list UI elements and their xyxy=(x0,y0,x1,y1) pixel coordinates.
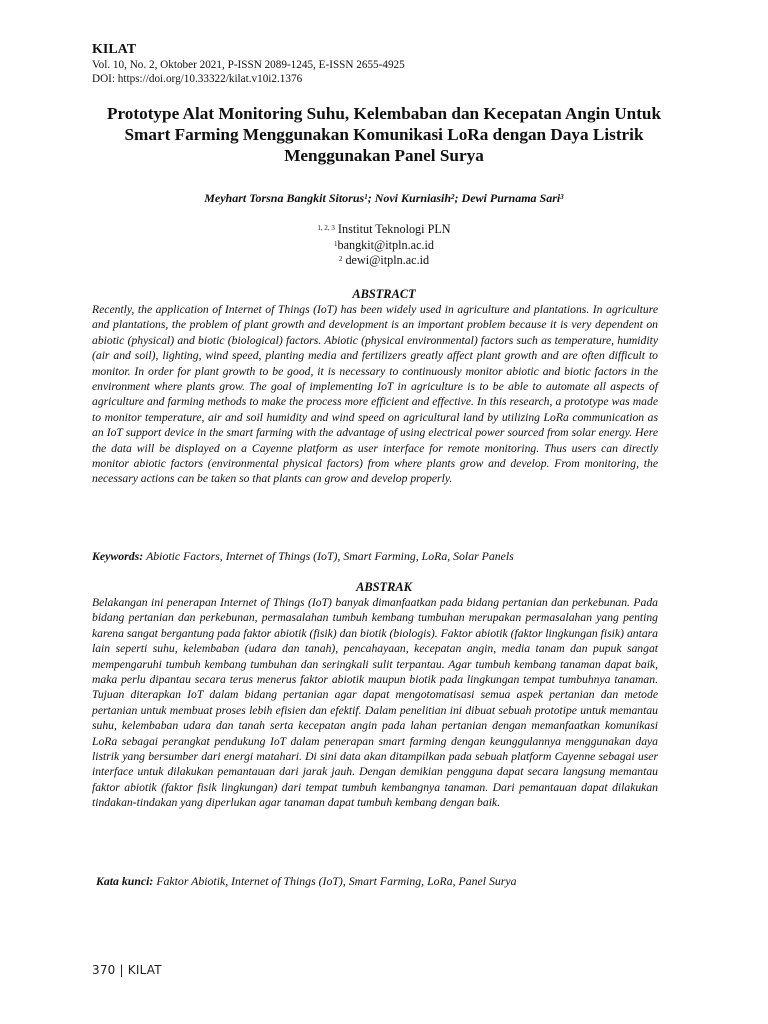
author-name: Novi Kurniasih xyxy=(374,191,452,205)
page-footer xyxy=(92,963,162,978)
journal-name: KILAT xyxy=(92,42,137,57)
affiliation-mark: 2 xyxy=(338,255,343,263)
affiliation-mark: 1, 2, 3 xyxy=(317,224,335,232)
affiliation-mark: 1 xyxy=(333,239,338,248)
affiliation-line xyxy=(92,238,676,254)
author-email: bangkit@itpln.ac.id xyxy=(337,237,435,252)
paper-title: Prototype Alat Monitoring Suhu, Kelembaban dan Kecepatan Angin Untuk Smart Farming Menggunakan Komunikasi LoRa dengan Daya Listrik Menggunakan Panel Surya xyxy=(106,104,662,165)
keywords-text: Abiotic Factors, Internet of Things (IoT), Smart Farming, LoRa, Solar Panels xyxy=(146,549,514,563)
kata-kunci-line xyxy=(96,874,517,889)
author-affiliation-mark: 3 xyxy=(560,193,564,201)
keywords-line xyxy=(92,549,514,564)
author-list xyxy=(92,190,676,206)
journal-doi-line: DOI: https://doi.org/10.33322/kilat.v10i2.1376 xyxy=(92,73,303,85)
author-separator: ; xyxy=(454,191,462,205)
author-affiliation-mark: 1 xyxy=(364,193,368,201)
page-number: 370 xyxy=(92,963,116,977)
author-email: dewi@itpln.ac.id xyxy=(345,253,430,267)
abstract-heading: ABSTRACT xyxy=(352,287,416,301)
affiliations xyxy=(92,222,676,269)
affiliation-line xyxy=(92,253,676,269)
kata-kunci-label: Kata kunci: xyxy=(96,874,154,888)
kata-kunci-text: Faktor Abiotik, Internet of Things (IoT), Smart Farming, LoRa, Panel Surya xyxy=(156,874,517,888)
author-separator: ; xyxy=(367,191,375,205)
footer-separator: | xyxy=(119,963,124,977)
author-name: Meyhart Torsna Bangkit Sitorus xyxy=(204,191,365,205)
author-affiliation-mark: 2 xyxy=(451,193,455,201)
footer-journal-name: KILAT xyxy=(127,963,162,977)
abstrak-text: Belakangan ini penerapan Internet of Things (IoT) banyak dimanfaatkan pada bidang pertanian dan perkebunan. Pada bidang pertanian dan perkebunan, permasalahan tumbuh kembang tumbuhan merupakan permasalahan yang penting karena sangat bergantung pada faktor abiotik (fisik) dan biotik (biologis). Faktor abiotik (faktor lingkungan fisik) antara lain seperti suhu, kelembaban (udara dan tanah), pencahayaan, kecepatan angin, media tanam dan pupuk sangat mempengaruhi tumbuh kembang tumbuhan dan seringkali sulit terpantau. Agar tumbuh kembang tanaman dapat baik, maka perlu dipantau secara terus menerus faktor abiotik maupun biotik pada lingkungan tempat tumbuhnya tanaman. Tujuan diterapkan IoT dalam bidang pertanian agar dapat mengotomatisasi semua aspek pertanian dan metode pertanian untuk membuat proses lebih efisien dan efektif. Dalam penelitian ini dibuat sebuah prototipe untuk memantau suhu, kelembaban udara dan tanah serta kecepatan angin pada lahan pertanian dengan memanfaatkan komunikasi LoRa sebagai perangkat pendukung IoT dalam penerapan smart farming dengan keunggulannya menggunakan daya listrik yang bersumber dari energi matahari. Di sini data akan ditampilkan pada sebuah platform Cayenne sebagai user interface untuk dilakukan pemantauan dari jarak jauh. Dengan demikian pengguna dapat secara langsung memantau faktor abiotik (faktor fisik lingkungan) dari tempat tumbuh kembangnya tanaman. Dari pemantauan dapat dilakukan tindakan-tindakan yang diperlukan agar tanaman dapat tumbuh kembang dengan baik. xyxy=(92,596,658,810)
abstract-text: Recently, the application of Internet of Things (IoT) has been widely used in agriculture and plantations. In agriculture and plantations, the problem of plant growth and development is an important problem because it is very dependent on abiotic (physical) and biotic (biological) factors. Abiotic (physical environmental) factors such as temperature, humidity (air and soil), lighting, wind speed, planting media and fertilizers greatly affect plant growth and are often difficult to monitor. In order for plant growth to be good, it is necessary to continuously monitor abiotic and biotic factors in the environment where plants grow. The goal of implementing IoT in agriculture is to be able to automate all aspects of agriculture and farming methods to make the process more efficient and effective. In this research, a prototype was made to monitor temperature, air and soil humidity and wind speed on agricultural land by utilizing LoRa communication as an IoT support device in the smart farming with the advantage of using electrical power sourced from solar energy. Here the data will be displayed on a Cayenne platform as user interface for remote monitoring. Thus users can directly monitor abiotic factors (environmental physical factors) from where plants grow and develop. From monitoring, the necessary actions can be taken so that plants can grow and develop properly. xyxy=(92,303,658,486)
keywords-label: Keywords: xyxy=(92,549,144,563)
abstrak-heading: ABSTRAK xyxy=(356,580,412,594)
author-name: Dewi Purnama Sari xyxy=(461,191,561,205)
affiliation-line xyxy=(92,222,676,238)
affiliation-institution: Institut Teknologi PLN xyxy=(337,222,451,236)
journal-volume-line: Vol. 10, No. 2, Oktober 2021, P-ISSN 2089-1245, E-ISSN 2655-4925 xyxy=(92,59,405,71)
journal-header xyxy=(92,42,692,86)
